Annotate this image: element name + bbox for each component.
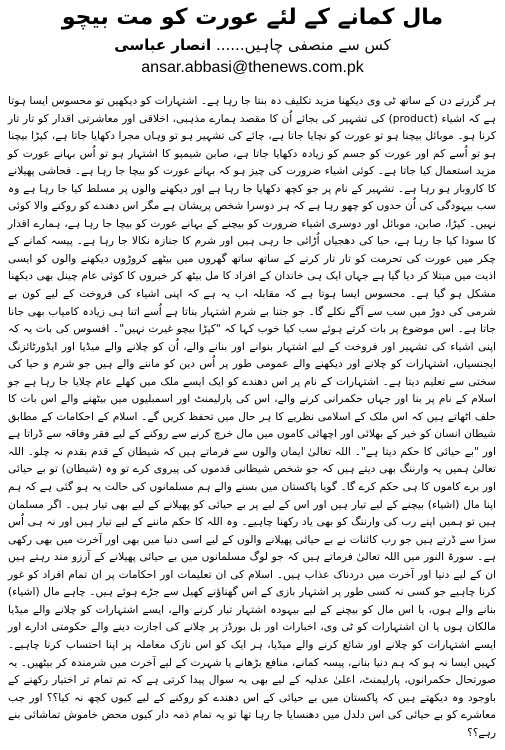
article-title: مال کمانے کے لئے عورت کو مت بیچو [61, 5, 444, 30]
byline [0, 34, 505, 56]
author-name: انصار عباسی [114, 36, 212, 54]
byline-lead: کس سے منصفی چاہیں...... [215, 36, 391, 54]
author-email: ansar.abbasi@thenews.com.pk [141, 59, 364, 76]
article-body [8, 92, 496, 741]
article-paragraph: ہر گزرتے دن کے ساتھ ٹی وی دیکھنا مزید تکلیف دہ بنتا جا رہا ہے۔ اشتہارات کو دیکھیں تو محسوس ایسا ہوتا ہے کہ اشیاء (product) کی تشہیر کی بجائے اُن کا مقصد ہمارے مذہبی، اخلاقی اور معاشرتی اقدار کو تار تار کرنا ہو۔ موبائل بیچنا ہو تو عورت کو نچایا جاتا ہے، چائے کی تشہیر ہو تو وہاں مجرا دکھایا جاتا ہے، کپڑا بیچنا ہو تو اُسے کم اور عورت کو جسم کو زیادہ دکھایا جاتا ہے، صابن شیمپو کا اشتہار ہو تو اُس بہانے عورت کو مزید استعمال کیا جاتا ہے۔ کوئی اشیاء ضرورت کی چیز ہو کہ بہانے عورت کو بیچا جا رہا ہے۔ فحاشی پھیلانے کا کاروبار ہو رہا ہے۔ تشہیر کے نام پر جو کچھ دکھایا جا رہا ہے اور دیکھنے والوں پر مسلط کیا جا رہا ہے وہ سب بیہودگی کی اُن حدوں کو چھو رہا ہے کہ ہر دوسرا شخص پریشان ہے مگر اس دھندے کو روکنے والا کوئی نہیں۔ کپڑا، صابن، موبائل اور دوسری اشیاء ضرورت کو بیچنے کے بہانے عورت کو بیچا جا رہا ہے، ہمارے اقدار کا سودا کیا جا رہا ہے، حیا کی دھجیاں اُڑائی جا رہی ہیں اور شرم کا جنازہ نکالا جا رہا ہے۔ پیسہ کمانے کے چکر میں عورت کی تحرمت کو تار تار کرنے کے ساتھ ساتھ گھروں میں بیٹھے کروڑوں دیکھنے والوں کو ایسی اذیت میں مبتلا کر دیا گیا ہے جہاں ایک ہی خاندان کے افراد کا مل بیٹھ کر خبروں کا کوئی عام چینل بھی دیکھنا مشکل ہو گیا ہے۔ محسوس ایسا ہوتا ہے کہ مقابلہ اب یہ ہے کہ اپنی اشیاء کی فروخت کے لیے کون بے شرمی کی دوڑ میں سب سے آگے نکلے گا۔ جو جتنا بے شرم اشتہار بناتا ہے اُسے اتنا ہی زیادہ کامیاب بھی جانا جاتا ہے۔ اس موضوع پر بات کرتے ہوئے سب کیا خوب کہا کہ "کپڑا بیچو غیرت نہیں"۔ افسوس کی بات یہ کہ اپنی اشیاء کی تشہیر اور فروخت کے لیے اشتہار بنوانے اور بنانے والے، اُن کو چلانے والے میڈیا اور ایڈورٹائزنگ ایجنسیاں، اشتہارات کو چلانے اور دیکھنے والے عمومی طور پر اُس دین کو ماننے والے ہیں جو شرم و حیا کی سختی سے تعلیم دیتا ہے۔ اشتہارات کے نام پر اس دھندے کو ایک ایسے ملک میں کھلے عام چلایا جا رہا ہے جو اسلام کے نام پر بنا اور جہاں حکمرانی کرنے والے، اس کی پارلیمنٹ اور اسمبلیوں میں بیٹھنے والے اس بات کا حلف اٹھاتے ہیں کہ اس ملک کے اسلامی نظریے کا ہر حال میں تحفظ کریں گے۔ اسلام کے احکامات کے مطابق شیطان انسان کو خیر کے بھلائی اور اچھائی کاموں میں مال خرچ کرنے سے روکنے کے لیے فقر وفاقہ سے ڈراتا ہے اور "بے حیائی کا حکم دیتا ہے"۔ اللہ تعالیٰ ایمان والوں سے فرماتے ہیں کہ شیطان کے قدم بقدم نہ چلو۔ اللہ تعالیٰ ہمیں یہ وارننگ بھی دیتے ہیں کہ جو شخص شیطانی قدموں کی پیروی کرے تو وہ (شیطان) تو بے حیائی اور برے کاموں کا ہی حکم کرے گا۔ گویا پاکستان میں بسنے والے ہم مسلمانوں کی حالت یہ ہو گئی ہے کہ ہم اپنا مال (اشیاء) بیچنے کے لیے تیار ہیں اور اس کے لیے پر بے حیائی کو پھیلانے کے لیے بھی تیار ہیں۔ اگر مسلمان ہیں تو ہمیں اپنے رب کی وارننگ کو بھی یاد رکھنا چاہیے۔ وہ اللہ کا حکم ماننے کے لیے تیار ہیں اور نہ ہی اُس سزا سے ڈرتے ہیں جو رب کائنات نے بے حیائی پھیلانے والوں کے لیے اسی دنیا میں بھی اور آخرت میں بھی رکھی ہے۔ سورۃ النور میں اللہ تعالیٰ فرماتے ہیں کہ جو لوگ مسلمانوں میں بے حیائی پھیلانے کے آرزو مند رہتے ہیں ان کے لیے دنیا اور آخرت میں دردناک عذاب ہیں۔ اسلام کی ان تعلیمات اور احکامات پر ان تمام افراد کو غور کرنا چاہیے جو کسی نہ کسی طور پر اشتہار بازی کے اس گھناؤنے کھیل سے جڑے ہوئے ہیں۔ چاہے مال (اشیاء) بنانے والے ہوں، یا اس مال کو بیچنے کے لیے بیہودہ اشتہار تیار کرنے والے، ایسے اشتہارات کو چلانے والے میڈیا مالکان ہوں یا ان اشتہارات کو ٹی وی، اخبارات اور بل بورڈز پر چلانے کی اجازت دینے والے حکومتی ادارے اور ایسے اشتہارات کو چلانے اور شائع کرنے والے میڈیا، ہر ایک کو اس نازک معاملہ پر اپنا احتساب کرنا چاہیے۔ کہیں ایسا نہ ہو کہ ہم دنیا بنانے، پیسہ کمانے، منافع بڑھانے یا شہرت کے لیے آخرت میں شرمندہ کر بیٹھیں۔ یہ صورتحال حکمرانوں، پارلیمنٹ، اعلیٰ عدلیہ کے لیے بھی یہ سوال پیدا کرتی ہے کہ تم تمام تر اختیار رکھنے کے باوجود وہ دیکھتے ہیں کہ پاکستان میں بے حیائی کے اس دھندے کو روکنے کے لیے کیوں کچھ نہ کیا؟؟ اور جب معاشرے کو بے حیائی کی اس دلدل میں دھنسایا جا رہا تھا تو یہ تمام ذمہ دار کیوں محض خاموش تماشائی بنے رہے؟؟ [8, 94, 496, 739]
